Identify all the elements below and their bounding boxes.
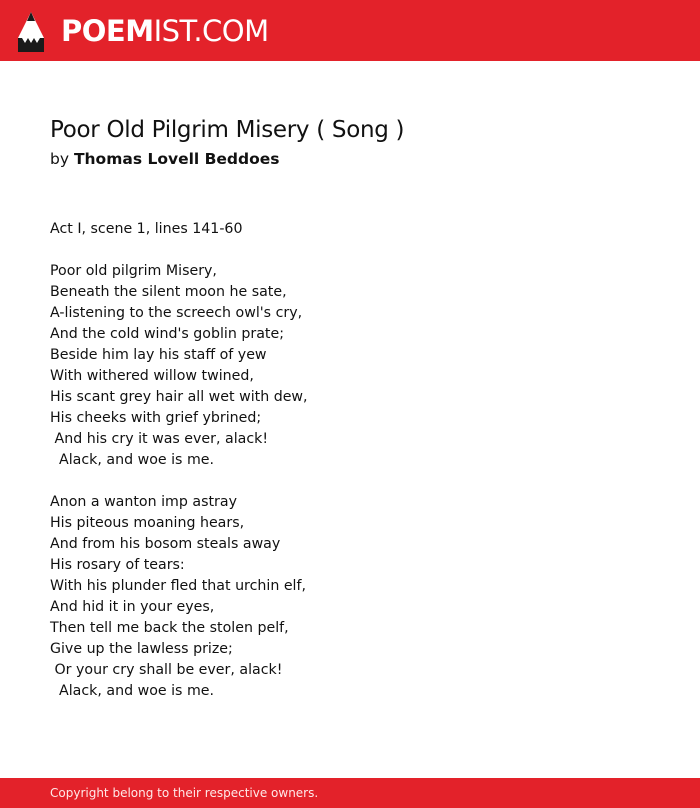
- brand-light-part: IST.COM: [153, 13, 269, 48]
- poem-byline: [50, 150, 280, 168]
- poem-title: Poor Old Pilgrim Misery ( Song ): [50, 117, 405, 143]
- poem-author: Thomas Lovell Beddoes: [73, 150, 280, 168]
- site-header: [0, 0, 700, 61]
- site-logo-link[interactable]: [18, 9, 269, 53]
- copyright-notice: Copyright belong to their respective owners.: [50, 786, 319, 800]
- site-footer: [0, 778, 700, 808]
- brand-bold-part: POEM: [61, 13, 154, 48]
- pencil-tip-icon: [18, 10, 44, 52]
- site-brand: [61, 13, 269, 48]
- byline-prefix: by: [50, 150, 70, 168]
- poem-body: Act I, scene 1, lines 141-60 Poor old pilgrim Misery, Beneath the silent moon he sate, A-listening to the screech owl's cry, And the cold wind's goblin prate; Beside him lay his staff of yew With withered willow twined, His scant grey hair all wet with dew, His cheeks with grief ybrined; And his cry it was ever, alack! Alack, and woe is me. Anon a wanton imp astray His piteous moaning hears, And from his bosom steals away His rosary of tears: With his plunder fled that urchin elf, And hid it in your eyes, Then tell me back the stolen pelf, Give up the lawless prize; Or your cry shall be ever, alack! Alack, and woe is me.: [50, 221, 308, 699]
